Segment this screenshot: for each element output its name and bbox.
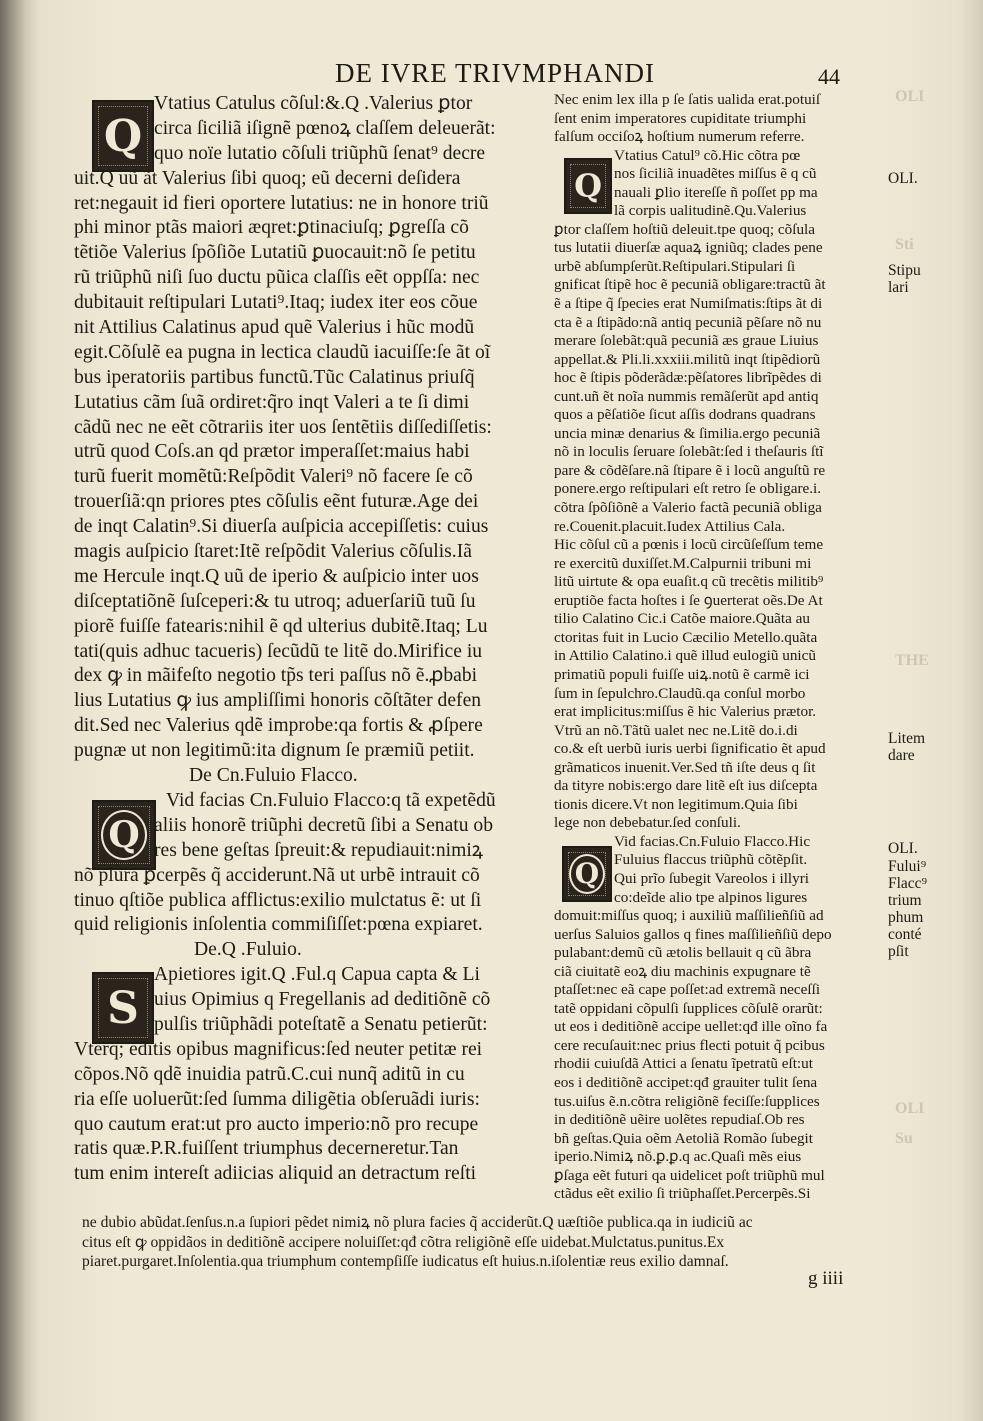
commentary-line: cere recuſauit:nec prius flecti potuit q̃ pcibus	[554, 1036, 825, 1054]
text-line: lius Lutatius ꝙ ius ampliſſimi honoris cõſtãter defen	[74, 690, 482, 712]
text-line: Vtatius Catulus cõſul:&.Q .Valerius ꝑtor	[154, 93, 473, 114]
text-line: uius Opimius q Fregellanis ad deditiõnẽ cõ	[154, 989, 491, 1011]
commentary-line: hoc ẽ ſtipis põderãdæ:pẽſatores librĩpẽdes di	[554, 369, 822, 387]
marginal-note-stipulari: Stipu lari	[888, 262, 921, 296]
commentary-line: eruptiõe facta hoſtes i ſe ꝯuerterat oẽs.De At	[554, 591, 823, 609]
commentary-line: gnificat ſtipẽ hoc ẽ pecuniã obligare:tractũ ãt	[554, 276, 826, 294]
commentary-line: Vtatius Catul⁹ cõ.Hic cõtra pœ	[614, 146, 801, 164]
text-line: piorẽ fuiſſe fatearis:nihil ẽ qd ulterius dubitẽ.Itaq; Lu	[74, 615, 488, 637]
bleed-through-text: OLI	[895, 1100, 925, 1117]
footer-commentary	[82, 1213, 892, 1272]
running-title: DE IVRE TRIVMPHANDI	[335, 58, 655, 88]
text-line: tati(quis adhuc tacueris) ſecũdũ te litẽ do.Mirifice iu	[74, 640, 483, 662]
text-line: uit.Q uũ ãt Valerius ſibi quoq; eũ decerni deſidera	[74, 167, 461, 189]
commentary-line: grãmaticos inuenit.Ver.Sed tñ iſte deus q ſit	[554, 758, 816, 776]
commentary-line: erat implicitus:miſſus ẽ hic Valerius prætor.	[554, 703, 817, 721]
text-line: magis auſpicio ſtaret:Itẽ reſpõdit Valerius cõſulis.Iã	[74, 541, 472, 563]
commentary-line: uerſus Saluios gallos q fines maſſilieñſiũ depo	[554, 925, 832, 943]
commentary-line: nauali ꝑlio itereſſe ñ poſſet pp ma	[614, 183, 818, 201]
commentary-line: ut eos i deditiõnẽ accipe uellet:qđ ille oĩno fa	[554, 1018, 828, 1036]
commentary-line: domuit:miſſus quoq; i auxiliũ maſſilieñſiũ ad	[554, 907, 824, 925]
text-line: phi minor ptãs maiori æqret:ꝑtinaciuſq; ꝑgreſſa cõ	[74, 217, 469, 239]
commentary-line: ciã ciuitatẽ eoꝝ diu machinis expugnare tẽ	[554, 962, 811, 980]
text-line: circa ſiciliã iſignẽ pœnoꝝ claſſem deleuerãt:	[154, 117, 496, 139]
commentary-line: primatiũ populi fuiſſe uiꝝ.notũ ẽ carmẽ ici	[554, 665, 810, 683]
section-heading: De Cn.Fuluio Flacco.	[189, 765, 358, 787]
commentary-line: tus lutatii diuerſæ aquaꝝ igniũq; clades pene	[554, 239, 823, 257]
commentary-line: ꝑſaga eẽt futuri qa uidelicet poſt triũphũ mul	[554, 1166, 825, 1184]
text-line: de inqt Calatin⁹.Si diuerſa auſpicia accepiſſetis: cuius	[74, 516, 489, 538]
commentary-line: cunt.uñ ẽt noĩa nummis remãſerũt apd antiq	[554, 387, 819, 405]
commentary-line: Fuluius flaccus triũphũ cõtẽpſit.	[614, 851, 808, 869]
commentary-line: pulabant:demũ cũ ætolis bellauit q cũ ãbra	[554, 944, 812, 962]
commentary-line: ꝑtor claſſem hoſtiũ deleuit.tpe quoq; cõſula	[554, 220, 816, 238]
text-line: utrũ quod Coſs.an qd prætor imperaſſet:maius habi	[74, 441, 470, 463]
text-line: Vterq; editis opibus magnificus:ſed neuter petitæ rei	[74, 1038, 483, 1060]
commentary-line: da tityre nobis:ergo dare litẽ eſt ius diſcepta	[554, 777, 818, 795]
initial-q-catulus: Q	[92, 100, 154, 172]
commentary-line: Nec enim lex illa p ſe ſatis ualida erat.potuiſ	[554, 91, 821, 108]
commentary-line: ẽ a ſtipe q̃ ſpecies erat Numiſmatis:ſtips ãt di	[554, 295, 823, 313]
text-line: quo cautum erat:ut pro aucto imperio:nõ pro recupe	[74, 1113, 479, 1135]
signature-mark: g iiii	[808, 1268, 844, 1289]
text-line: tẽtiõe Valerius ſpõſiõe Lutatiũ ꝑuocauit:nõ ſe petitu	[74, 242, 476, 264]
text-line: me Hercule inqt.Q uũ de iperio & auſpicio inter uos	[74, 565, 479, 587]
commentary-line: Qui prĩo ſubegit Vareolos i illyri	[614, 869, 810, 887]
commentary-line: ptaſſet:nec eã cape poſſet:ad extremã neceſſi	[554, 981, 821, 999]
text-line: aliis honorẽ triũphi decretũ ſibi a Senatu ob	[154, 814, 493, 836]
commentary-line: in deditiõnẽ uẽire uolẽtes repudiaſ.Ob res	[554, 1111, 805, 1129]
text-line: diſceptatiõnẽ ſuſceperi:& tu utroq; aduerſariũ tuũ ſu	[74, 590, 476, 612]
text-line: turũ fuerit momẽtũ:Reſpõdit Valeri⁹ nõ facere ſe cõ	[74, 466, 473, 488]
commentary-line: rhodii cuiuſdã Attici a ſenatu ĩpetratũ eſt:ut	[554, 1055, 813, 1073]
text-line: ria eſſe uoluerũt:ſed ſumma diligẽtia obſeruãdi iuris:	[74, 1088, 480, 1110]
commentary-line: appellat.& Pli.li.xxxiii.militũ inqt ſtipẽdiorũ	[554, 350, 821, 368]
initial-s-fulvius: S	[92, 972, 154, 1044]
text-line: bus iperatoriis partibus functũ.Tũc Calatinus priuſq̃	[74, 366, 475, 388]
commentary-line: ctãdus eẽt exilio ſi triũphaſſet.Percerpẽs.Si	[554, 1185, 811, 1203]
main-text-column	[74, 92, 544, 1187]
commentary-line: falſum occiſoꝝ hoſtium numerum referre.	[554, 128, 805, 146]
commentary-line: lã corpis ualitudinẽ.Qu.Valerius	[614, 202, 807, 220]
commentary-line: Vtrũ an nõ.Tãtũ ualet nec ne.Litẽ do.i.di	[554, 721, 798, 739]
commentary-column	[554, 91, 890, 1204]
marginal-note-oli: OLI.	[888, 170, 918, 187]
text-line: pulſis triũphãdi poteſtatẽ a Senatu petierũt:	[154, 1013, 488, 1035]
text-line: dit.Sed nec Valerius qdẽ improbe:qa fortis & ꝓſpere	[74, 715, 483, 737]
commentary-line: lege non debebatur.ſed conſuli.	[554, 814, 741, 832]
commentary-line: uncia minæ denarius & ſimilia.ergo pecuniã	[554, 424, 821, 442]
commentary-line: Hic cõſul cũ a pœnis i locũ circũſeſſum teme	[554, 536, 824, 554]
commentary-line: urbẽ abſumpſerũt.Reſtipulari.Stipulari ſi	[554, 257, 796, 275]
commentary-line: pare & cõdẽſare.nã ſtipare ẽ i locũ anguſtũ re	[554, 461, 826, 479]
initial-q-flaccus: Q	[92, 800, 156, 870]
commentary-line: ponere.ergo reſtipulari eſt retro ſe obligare.i.	[554, 480, 822, 498]
marginal-note-oli: OLI.	[888, 840, 918, 857]
bleed-through-text: OLI	[895, 88, 925, 105]
initial-q-commentary: Q	[564, 158, 612, 214]
commentary-line: cta ẽ a ſtipãdo:nã antiq pecuniã pẽſare nõ nu	[554, 313, 822, 331]
text-line: ratis quæ.P.R.fuiſſent triumphus decerneretur.Tan	[74, 1138, 459, 1160]
commentary-line: ctoritas fuit in Lucio Cæcilio Metello.quãta	[554, 628, 818, 646]
commentary-line: re exercitũ duxiſſet.M.Calpurnii tribuni mi	[554, 554, 812, 572]
text-line: Vid facias Cn.Fuluio Flacco:q tã expetẽdũ	[166, 789, 496, 811]
commentary-line: tus.uiſus ẽ.n.cõtra religiõnẽ feciſſe:ſupplices	[554, 1092, 820, 1110]
commentary-line: tatẽ oppidani cõpulſi ſupplices cõſulẽ orarũt:	[554, 999, 823, 1017]
text-line: egit.Cõſulẽ ea pugna in lectica claudũ iacuiſſe:ſe ãt oĩ	[74, 341, 491, 363]
commentary-line: eos i deditiõnẽ accipet:qđ grauiter tulit ſena	[554, 1073, 818, 1091]
commentary-line: tionis dicere.Vt non legitimum.Quia ſibi	[554, 795, 798, 813]
marginal-note-fulvius: Fului⁹ Flacc⁹ trium phum conté pſit	[888, 858, 927, 960]
commentary-line: Vid facias.Cn.Fuluio Flacco.Hic	[614, 832, 811, 850]
initial-q-commentary-flaccus: Q	[562, 846, 612, 902]
text-line: quid religionis inſolentia commiſiſſet:pœna expiaret.	[74, 914, 483, 936]
text-line: Lutatius cãm ſuã ordiret:q̃ro inqt Valeri a te ſi dimi	[74, 391, 470, 413]
text-line: res bene geſtas ſpreuit:& repudiauit:nimiꝝ	[154, 839, 484, 861]
book-gutter	[0, 0, 26, 1421]
text-line: dubitauit reſtipulari Lutati⁹.Itaq; iudex iter eos cõue	[74, 292, 478, 314]
text-line: rũ triũphũ niſi ſuo ductu pũica claſſis eẽt oppſſa: nec	[74, 267, 480, 289]
footer-line: ne dubio abũdat.ſenſus.n.a ſupiori pẽdet nimiꝝ nõ plura facies q̃ acciderũt.Q uæſtiõe publica.qa in iudiciũ ac	[82, 1214, 753, 1231]
commentary-line: re.Couenit.placuit.Iudex Attilius Cala.	[554, 517, 786, 535]
text-line: cãdũ nec ne eẽt cõtrariis iter uos ſentẽtiis diſſediſſetis:	[74, 416, 492, 438]
commentary-line: co:deĩde alio tpe alpinos ligures	[614, 888, 808, 906]
text-line: nõ plura ꝑcerpẽs q̃ acciderunt.Nã ut urbẽ intrauit cõ	[74, 864, 480, 886]
text-line: Apietiores igit.Q .Ful.q Capua capta & Li	[154, 964, 480, 986]
marginal-note-litem-dare: Litem dare	[888, 730, 926, 764]
text-line: dex ꝙ in mãifeſto negotio tp̃s teri paſſus nõ ẽ.ꝓbabi	[74, 665, 478, 687]
text-line: trouerſiã:qn priores ptes cõſulis eẽnt futuræ.Age dei	[74, 491, 479, 513]
section-heading: De.Q .Fuluio.	[194, 939, 302, 961]
commentary-line: tilio Calatino Cic.i Catõe maiore.Quãta au	[554, 610, 811, 628]
bleed-through-text: Su	[895, 1130, 913, 1147]
commentary-line: quos a pẽſatiõe ſicut aſſis dodrans quadrans	[554, 406, 816, 424]
footer-line: piaret.purgaret.Inſolentia.qua triumphum contempſiſſe iudicatus eſt huius.n.iſolentiæ reus exilio damnaſ.	[82, 1253, 729, 1270]
commentary-line: ſent enim imperatores cupiditate triumphi	[554, 109, 807, 127]
commentary-line: bñ geſtas.Quia oẽm Aetoliã Romão ſubegit	[554, 1129, 813, 1147]
bleed-through-text: THE	[895, 652, 929, 669]
folio-number: 44	[818, 64, 840, 89]
commentary-line: merare ſolebãt:quã pecuniã æs graue Liuius	[554, 332, 819, 350]
text-line: nit Attilius Calatinus apud quẽ Valerius i hũc modũ	[74, 317, 475, 339]
commentary-line: iperio.Nimiꝝ nõ.ꝑ.ꝑ.q ac.Quaſi mẽs eius	[554, 1148, 802, 1166]
commentary-line: litũ uirtute & opa euaſit.q cũ trecẽtis militib⁹	[554, 573, 824, 591]
footer-line: citus eſt ꝙ oppidãos in deditiõnẽ accipere noluiſſet:qđ cõtra religiõnẽ eſſe uidebat.Mulctatus.punitus.Ex	[82, 1233, 725, 1251]
commentary-line: cõtra ſpõſiõnẽ a Valerio factã pecuniã obliga	[554, 499, 822, 517]
bleed-through-text: Sti	[895, 236, 914, 253]
commentary-line: in Attilio Calatino.i quẽ illud eulogiũ unicũ	[554, 647, 816, 665]
text-line: pugnæ ut non legitimũ:ita dignum ſe præmiũ petiit.	[74, 740, 475, 762]
commentary-line: nos ſiciliã inuadẽtes miſſus ẽ q cũ	[614, 165, 817, 183]
text-line: cõpos.Nõ qdẽ inuidia patrũ.C.cui nunq̃ aditũ in cu	[74, 1063, 465, 1085]
text-line: ret:negauit id fieri oportere lutatius: ne in honore triũ	[74, 192, 489, 214]
commentary-line: co.& eſt uerbũ iuris uerbi ſignificatio ẽt apud	[554, 740, 826, 758]
commentary-line: nõ in loculis ſeruare ſolebãt:ſed i theſauris ſtĩ	[554, 443, 824, 461]
text-line: tinuo qſtiõe publica afflictus:exilio mulctatus ẽ: ut ſi	[74, 889, 482, 911]
text-line: tum enim intereſt adiicias aliquid an detractum reſti	[74, 1163, 477, 1185]
text-line: quo noïe lutatio cõſuli triũphũ ſenat⁹ decre	[154, 142, 486, 164]
commentary-line: ſum in ſepulchro.Claudũ.qa conſul morbo	[554, 684, 806, 702]
